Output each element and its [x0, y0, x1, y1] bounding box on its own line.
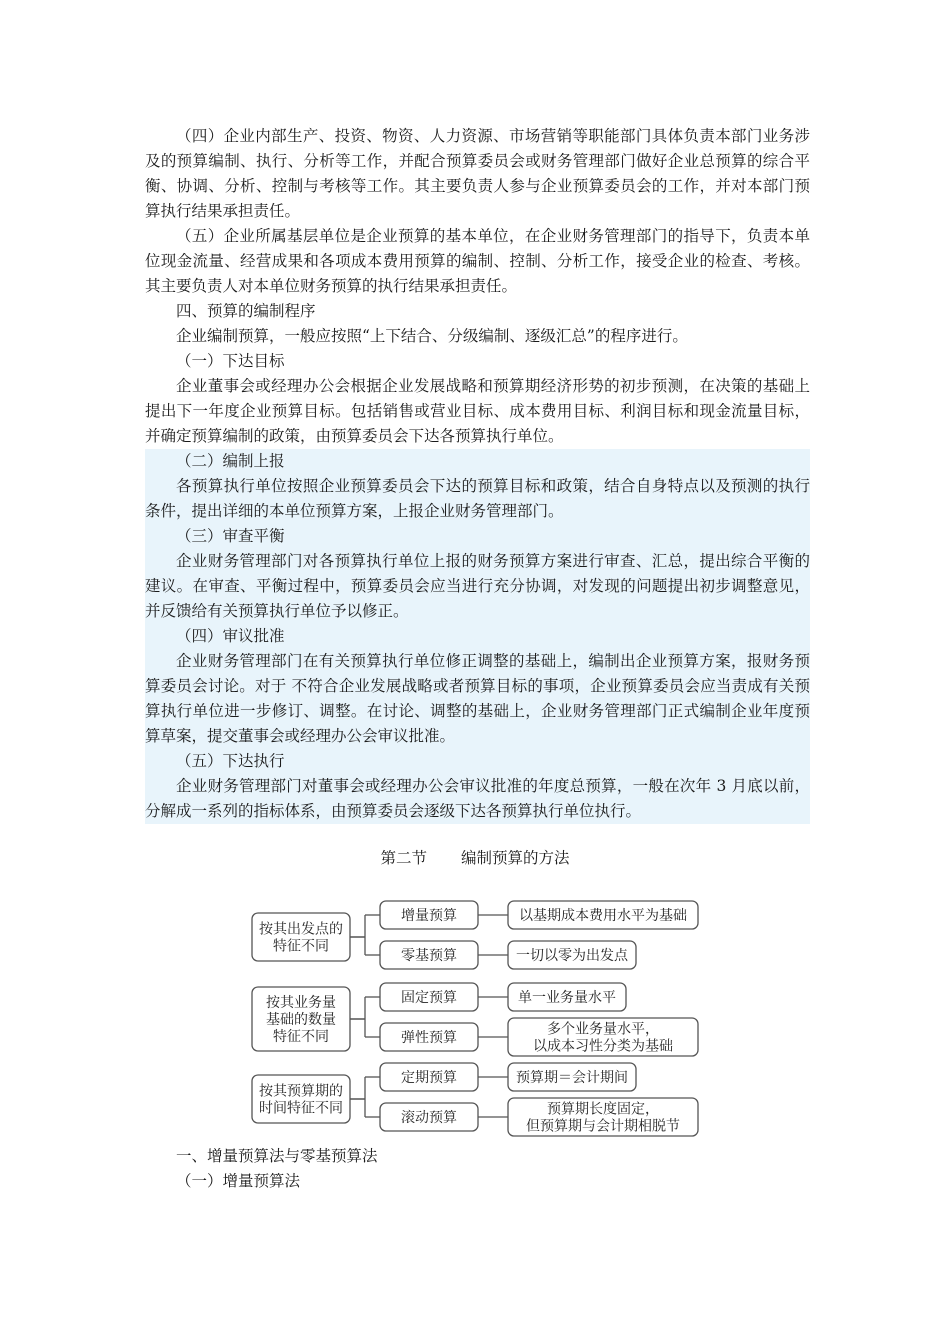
- section-number: 第二节: [380, 849, 427, 867]
- method-label: 零基预算: [401, 948, 457, 964]
- criterion-label: 按其预算期的: [259, 1083, 343, 1100]
- paragraph: 各预算执行单位按照企业预算委员会下达的预算目标和政策，结合自身特点以及预测的执行条件，提出详细的本单位预算方案，上报企业财务管理部门。: [145, 474, 810, 524]
- paragraph: 企业董事会或经理办公会根据企业发展战略和预算期经济形势的初步预测，在决策的基础上提出下一年度企业预算目标。包括销售或营业目标、成本费用目标、利润目标和现金流量目标，并确定预算编制的政策，由预算委员会下达各预算执行单位。: [145, 377, 810, 445]
- paragraph: （四）企业内部生产、投资、物资、人力资源、市场营销等职能部门具体负责本部门业务涉及的预算编制、执行、分析等工作，并配合预算委员会或财务管理部门做好企业总预算的综合平衡、协调、分析、控制与考核等工作。其主要负责人参与企业预算委员会的工作，并对本部门预算执行结果承担责任。: [145, 127, 810, 220]
- basis-label: 以基期成本费用水平为基础: [519, 908, 687, 924]
- criterion-label: 按其业务量: [266, 995, 336, 1011]
- section-name: 编制预算的方法: [461, 849, 570, 867]
- basis-label: 单一业务量水平: [518, 990, 616, 1006]
- paragraph: 企业财务管理部门对各预算执行单位上报的财务预算方案进行审查、汇总，提出综合平衡的建议。在审查、平衡过程中，预算委员会应当进行充分协调，对发现的问题提出初步调整意见，并反馈给有关预算执行单位予以修正。: [145, 549, 810, 624]
- criterion-label: 特征不同: [273, 1029, 329, 1045]
- basis-label: 一切以零为出发点: [516, 948, 628, 964]
- heading-2: （一）增量预算法: [176, 1172, 301, 1190]
- basis-label: 预算期＝会计期间: [516, 1070, 628, 1086]
- body-text: [145, 124, 810, 824]
- method-label: 定期预算: [401, 1070, 457, 1086]
- criterion-label: 特征不同: [273, 938, 329, 955]
- method-label: 弹性预算: [401, 1030, 457, 1046]
- heading-1: 一、增量预算法与零基预算法: [176, 1147, 378, 1165]
- criterion-label: 基础的数量: [266, 1012, 336, 1028]
- subheading: （四）审议批准: [145, 624, 810, 649]
- subheading: （二）编制上报: [145, 449, 810, 474]
- basis-label: 以成本习性分类为基础: [533, 1038, 673, 1055]
- subheading: （五）下达执行: [145, 749, 810, 774]
- section-title: [0, 846, 950, 871]
- section-heading: 四、预算的编制程序: [176, 302, 316, 320]
- method-label: 滚动预算: [401, 1110, 457, 1126]
- basis-label: 多个业务量水平，: [547, 1021, 659, 1038]
- criterion-label: 时间特征不同: [259, 1100, 343, 1117]
- paragraph: 企业财务管理部门对董事会或经理办公会审议批准的年度总预算，一般在次年 3 月底以前，分解成一系列的指标体系，由预算委员会逐级下达各预算执行单位执行。: [145, 774, 810, 824]
- following-headings: [145, 1144, 810, 1194]
- basis-label: 但预算期与会计期相脱节: [526, 1118, 680, 1135]
- criterion-label: 按其出发点的: [259, 921, 343, 938]
- basis-label: 预算期长度固定，: [547, 1101, 659, 1118]
- paragraph: 企业编制预算，一般应按照“上下结合、分级编制、逐级汇总”的程序进行。: [176, 327, 688, 345]
- subheading: （三）审查平衡: [145, 524, 810, 549]
- method-label: 增量预算: [401, 908, 457, 924]
- subheading: （一）下达目标: [176, 352, 285, 370]
- method-label: 固定预算: [401, 990, 457, 1006]
- paragraph: 企业财务管理部门在有关预算执行单位修正调整的基础上，编制出企业预算方案，报财务预算委员会讨论。对于 不符合企业发展战略或者预算目标的事项，企业预算委员会应当责成有关预算执行单位进一步修订、调整。在讨论、调整的基础上，企业财务管理部门正式编制企业年度预算草案，提交董事会或经理办公会审议批准。: [145, 649, 810, 749]
- paragraph: （五）企业所属基层单位是企业预算的基本单位，在企业财务管理部门的指导下，负责本单位现金流量、经营成果和各项成本费用预算的编制、控制、分析工作，接受企业的检查、考核。其主要负责人对本单位财务预算的执行结果承担责任。: [145, 227, 810, 295]
- budget-method-diagram: [240, 893, 710, 1143]
